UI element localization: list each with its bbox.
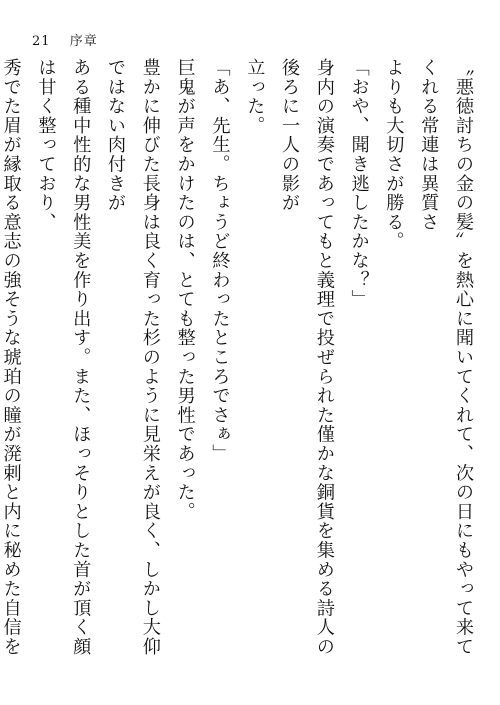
- text-line: 「おや、聞き逃したかな？」: [348, 58, 370, 309]
- text-line: 豊かに伸びた長身は良く育った杉のように見栄えが良く、しかし大仰ではない肉付きが: [105, 58, 161, 657]
- chapter-title: 序章: [69, 34, 98, 49]
- vertical-text-body: [0, 58, 480, 675]
- text-line: 身内の演奏であってもと義理で投ぜられた僅かな銅貨を集める詩人の後ろに一人の影が: [279, 58, 335, 657]
- text-line: 〝悪徳討ちの金の髪〟を熱心に聞いてくれて、次の日にもやって来てくれる常連は異質さ: [418, 58, 474, 657]
- text-line: 「あ、先生。ちょうど終わったところでさぁ」: [209, 58, 231, 464]
- text-line: 巨鬼が声をかけたのは、とても整った男性であった。: [174, 58, 196, 522]
- page-number: 21: [32, 34, 51, 49]
- running-header: [32, 30, 98, 49]
- text-line: ある種中性的な男性美を作り出す。また、ほっそりとした首が頂く顔は甘く整っており、: [35, 58, 92, 657]
- text-line: よりも大切さが勝る。: [383, 58, 405, 251]
- text-line: 立った。: [244, 58, 266, 136]
- text-line: 秀でた眉が縁取る意志の強そうな琥珀の瞳が溌剌と内に秘めた自信を: [0, 58, 22, 657]
